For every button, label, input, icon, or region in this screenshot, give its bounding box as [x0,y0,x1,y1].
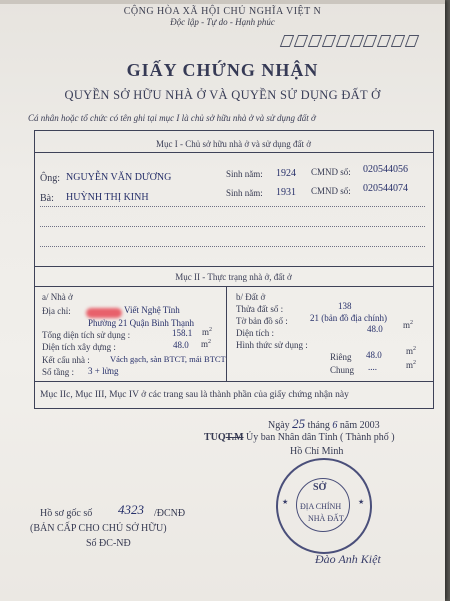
land-area-label: Diện tích : [236,328,274,338]
document-title: GIẤY CHỨNG NHẬN [126,60,319,80]
section2-heading: Mục II - Thực trạng nhà ở, đất ở [175,272,292,282]
section1-heading: Mục I - Chủ sở hữu nhà ở và sử dụng đất ở [155,139,312,149]
land-private-unit: $m^2$ [406,346,417,356]
motto: Độc lập - Tự do - Hạnh phúc [170,17,275,27]
house-address-label: Địa chỉ: [42,306,71,316]
house-area-use-label: Tổng diện tích sử dụng : [42,330,131,340]
blank-line [40,226,425,227]
owner1-name: NGUYỄN VĂN DƯƠNG [66,172,172,183]
record-number: 4323 [118,502,144,517]
land-heading: b/ Đất ở [236,292,266,302]
owner2-id-label: CMND số: [311,186,351,196]
land-shared-unit: $m^2$ [406,360,417,370]
house-area-use: 158.1 [172,328,193,338]
house-floors-label: Số tầng : [42,367,75,377]
copy-note: (BẢN CẤP CHO CHỦ SỞ HỮU) [30,523,167,534]
seal-star-icon: ★ [358,498,365,506]
authority-line2: Hồ Chí Minh [290,446,344,457]
seal-bottom-text: NHÀ ĐẤT [308,514,344,523]
record-suffix: /ĐCNĐ [154,508,186,519]
land-sheet-label: Tờ bản đồ số : [236,316,288,326]
land-sheet: 21 (bản đồ địa chính) [310,313,387,323]
house-area-build: 48.0 [173,340,189,350]
house-area-build-label: Diện tích xây dựng : [42,342,116,352]
owner1-prefix: Ông: [40,173,60,184]
land-private: 48.0 [366,350,382,360]
seal-middle-text: ĐỊA CHÍNH [300,502,342,511]
house-floors: 3 + lửng [88,366,119,376]
owner2-name: HUỲNH THỊ KINH [66,192,149,203]
land-shared-label: Chung [330,365,355,375]
house-address-ward: Phường 21 Quận Bình Thạnh [88,318,194,328]
seal-star-icon: ★ [282,498,289,506]
owner2-birth-label: Sinh năm: [226,188,263,198]
house-structure: Vách gạch, sàn BTCT, mái BTCT [110,354,226,364]
record-book: Sổ ĐC-NĐ [86,538,131,549]
blank-line [40,206,425,207]
owner1-id: 020544056 [363,164,408,175]
owner1-birth: 1924 [276,168,296,179]
land-area: 48.0 [367,324,383,334]
serial-pattern [282,35,417,47]
section1-divider [34,152,433,153]
owner1-birth-label: Sinh năm: [226,169,263,179]
seal-top-text: SỞ [313,482,327,493]
house-area-use-unit: $m^2$ [202,327,213,337]
land-form-label: Hình thức sử dụng : [236,340,308,350]
blank-line [40,246,425,247]
owner2-prefix: Bà: [40,193,54,204]
signature: Đào Anh Kiệt [315,552,381,566]
land-plot: 138 [338,301,352,311]
redaction-mark [86,308,122,318]
owner2-id: 020544074 [363,183,408,194]
owner2-birth: 1931 [276,187,296,198]
land-plot-label: Thửa đất số : [236,304,284,314]
top-stripe [0,0,445,4]
house-structure-label: Kết cấu nhà : [42,355,90,365]
house-heading: a/ Nhà ở [42,292,73,302]
house-area-build-unit: $m^2$ [201,339,212,349]
land-shared: .... [368,362,377,372]
record-label: Hồ sơ gốc số [40,508,93,519]
footnote: Mục IIc, Mục III, Mục IV ở các trang sau là thành phần của giấy chứng nhận này [40,390,349,400]
owner1-id-label: CMND số: [311,167,351,177]
issue-date: Ngày 25 tháng 6 năm 2003 [268,416,380,431]
land-private-label: Riêng [330,352,352,362]
footnote-divider [34,381,433,382]
country-header: CỘNG HÒA XÃ HỘI CHỦ NGHĨA VIỆT N [123,6,322,17]
land-area-unit: $m^2$ [403,320,414,330]
section2-divider-bottom [34,286,433,287]
section2-divider-top [34,266,433,267]
document-subtitle: QUYỀN SỞ HỮU NHÀ Ở VÀ QUYỀN SỬ DỤNG ĐẤT Ở [64,88,381,102]
column-divider [226,286,227,381]
intro-text: Cá nhân hoặc tổ chức có tên ghi tại mục I là chủ sở hữu nhà ở và sử dụng đất ở [28,113,316,123]
authority-line1: TUQT.M Ủy ban Nhân dân Tỉnh ( Thành phố ) [204,432,395,443]
house-address: Viết Nghệ Tĩnh [124,305,180,315]
